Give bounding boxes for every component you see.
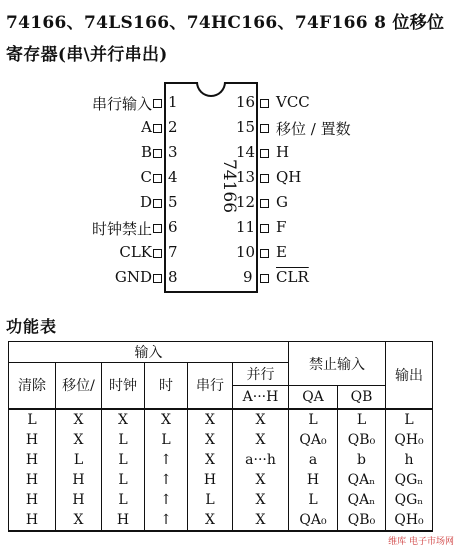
pin-left-3 — [60, 143, 152, 165]
pin-number: 15 — [236, 118, 256, 136]
header-clock: 时钟 — [102, 363, 145, 409]
pin-name: H — [276, 143, 290, 161]
table-cell: H — [56, 490, 102, 510]
page-title-line1: 74166、74LS166、74HC166、74F166 8 位移位 — [6, 13, 445, 33]
header-shift: 移位/ — [56, 363, 102, 409]
pin-name: CLK — [119, 243, 152, 261]
pin-box — [153, 124, 162, 133]
pin-name: 移位 / 置数 — [276, 120, 351, 138]
table-cell: L — [338, 409, 386, 430]
header-time: 时 — [145, 363, 188, 409]
table-cell: X — [56, 409, 102, 430]
header-qa: QA — [289, 386, 338, 409]
ic-label: 74166 — [219, 158, 240, 214]
table-row — [9, 510, 433, 531]
table-cell: QB₀ — [338, 510, 386, 531]
pin-box — [260, 124, 269, 133]
pin-box — [260, 99, 269, 108]
pin-name: F — [276, 218, 287, 236]
pin-number: 1 — [168, 93, 178, 111]
pin-name: G — [276, 193, 288, 211]
table-cell: L — [386, 409, 433, 430]
table-cell: L — [56, 450, 102, 470]
table-cell: ↑ — [145, 490, 188, 510]
table-row — [9, 450, 433, 470]
pin-number: 6 — [168, 218, 178, 236]
table-cell: H — [9, 450, 56, 470]
table-cell: X — [188, 430, 233, 450]
pin-number: 9 — [243, 268, 253, 286]
table-cell: QH₀ — [386, 430, 433, 450]
pin-number: 10 — [236, 243, 256, 261]
pin-name: QH — [276, 168, 302, 186]
header-parallel-sub: A···H — [233, 386, 289, 409]
function-table-title: 功能表 — [6, 317, 58, 336]
ic-notch — [196, 82, 226, 97]
pin-box — [153, 274, 162, 283]
pin-box — [153, 149, 162, 158]
header-inhibit: 禁止输入 — [289, 342, 386, 386]
function-table — [8, 341, 433, 532]
table-cell: X — [188, 450, 233, 470]
table-cell: b — [338, 450, 386, 470]
table-cell: L — [102, 470, 145, 490]
header-output: 输出 — [386, 342, 433, 409]
pin-number: 2 — [168, 118, 178, 136]
pin-left-2 — [60, 118, 152, 140]
table-cell: H — [102, 510, 145, 531]
table-cell: L — [289, 409, 338, 430]
pin-number: 5 — [168, 193, 178, 211]
table-cell: H — [9, 430, 56, 450]
table-cell: X — [233, 470, 289, 490]
table-cell: ↑ — [145, 470, 188, 490]
table-cell: QA₀ — [289, 510, 338, 531]
pin-name: 串行输入 — [91, 95, 152, 113]
header-input: 输入 — [9, 342, 289, 363]
table-cell: L — [102, 450, 145, 470]
table-cell: X — [233, 510, 289, 531]
pin-left-4 — [60, 168, 152, 190]
table-cell: X — [188, 409, 233, 430]
table-cell: H — [188, 470, 233, 490]
page-title-line2: 寄存器(串\并行串出) — [6, 45, 168, 65]
table-row — [9, 430, 433, 450]
pin-box — [260, 249, 269, 258]
table-cell: ↑ — [145, 450, 188, 470]
pin-name: B — [140, 143, 152, 161]
pin-box — [153, 99, 162, 108]
pin-name: $\overline{CLR}$ — [276, 268, 309, 286]
pin-box — [260, 274, 269, 283]
table-cell: QAₙ — [338, 470, 386, 490]
table-cell: QGₙ — [386, 490, 433, 510]
table-cell: L — [102, 430, 145, 450]
table-row — [9, 490, 433, 510]
table-row — [9, 470, 433, 490]
table-cell: X — [145, 409, 188, 430]
pin-left-6 — [60, 218, 152, 240]
pin-box — [153, 174, 162, 183]
table-cell: QB₀ — [338, 430, 386, 450]
pin-name: E — [276, 243, 287, 261]
pin-number: 16 — [236, 93, 256, 111]
pin-name: GND — [114, 268, 152, 286]
pin-left-1 — [60, 93, 152, 115]
pin-left-5 — [60, 193, 152, 215]
pin-name: A — [141, 118, 152, 136]
pin-number: 12 — [236, 193, 256, 211]
pin-box — [260, 149, 269, 158]
watermark: 维库 电子市场网 — [388, 537, 454, 547]
table-cell: X — [56, 510, 102, 531]
table-row — [9, 409, 433, 430]
pin-number: 11 — [236, 218, 256, 236]
pin-box — [153, 199, 162, 208]
pin-number: 3 — [168, 143, 178, 161]
pin-left-7 — [60, 243, 152, 265]
table-cell: X — [233, 430, 289, 450]
pin-number: 8 — [168, 268, 178, 286]
table-cell: L — [289, 490, 338, 510]
table-cell: X — [188, 510, 233, 531]
table-cell: H — [9, 470, 56, 490]
table-cell: QGₙ — [386, 470, 433, 490]
pin-box — [260, 224, 269, 233]
pin-box — [260, 199, 269, 208]
table-cell: X — [233, 409, 289, 430]
pin-box — [153, 249, 162, 258]
table-cell: H — [9, 490, 56, 510]
pin-name: 时钟禁止 — [91, 220, 152, 238]
table-cell: L — [102, 490, 145, 510]
header-parallel: 并行 — [233, 363, 289, 386]
table-cell: H — [56, 470, 102, 490]
pin-box — [153, 224, 162, 233]
table-cell: H — [9, 510, 56, 531]
pin-number: 13 — [236, 168, 256, 186]
table-cell: L — [188, 490, 233, 510]
table-cell: L — [145, 430, 188, 450]
table-cell: QAₙ — [338, 490, 386, 510]
pin-name: D — [139, 193, 152, 211]
pin-name: C — [140, 168, 152, 186]
table-cell: a···h — [233, 450, 289, 470]
table-cell: QH₀ — [386, 510, 433, 531]
table-cell: QA₀ — [289, 430, 338, 450]
table-cell: L — [9, 409, 56, 430]
table-cell: X — [56, 430, 102, 450]
pin-number: 7 — [168, 243, 178, 261]
table-cell: a — [289, 450, 338, 470]
table-cell: H — [289, 470, 338, 490]
table-cell: X — [102, 409, 145, 430]
header-qb: QB — [338, 386, 386, 409]
table-cell: h — [386, 450, 433, 470]
table-cell: X — [233, 490, 289, 510]
pin-name: VCC — [276, 93, 310, 111]
header-clear: 清除 — [9, 363, 56, 409]
pin-left-8 — [60, 268, 152, 290]
pin-number: 14 — [236, 143, 256, 161]
pin-number: 4 — [168, 168, 178, 186]
table-cell: ↑ — [145, 510, 188, 531]
header-serial: 串行 — [188, 363, 233, 409]
pin-box — [260, 174, 269, 183]
ic-package — [164, 82, 258, 293]
